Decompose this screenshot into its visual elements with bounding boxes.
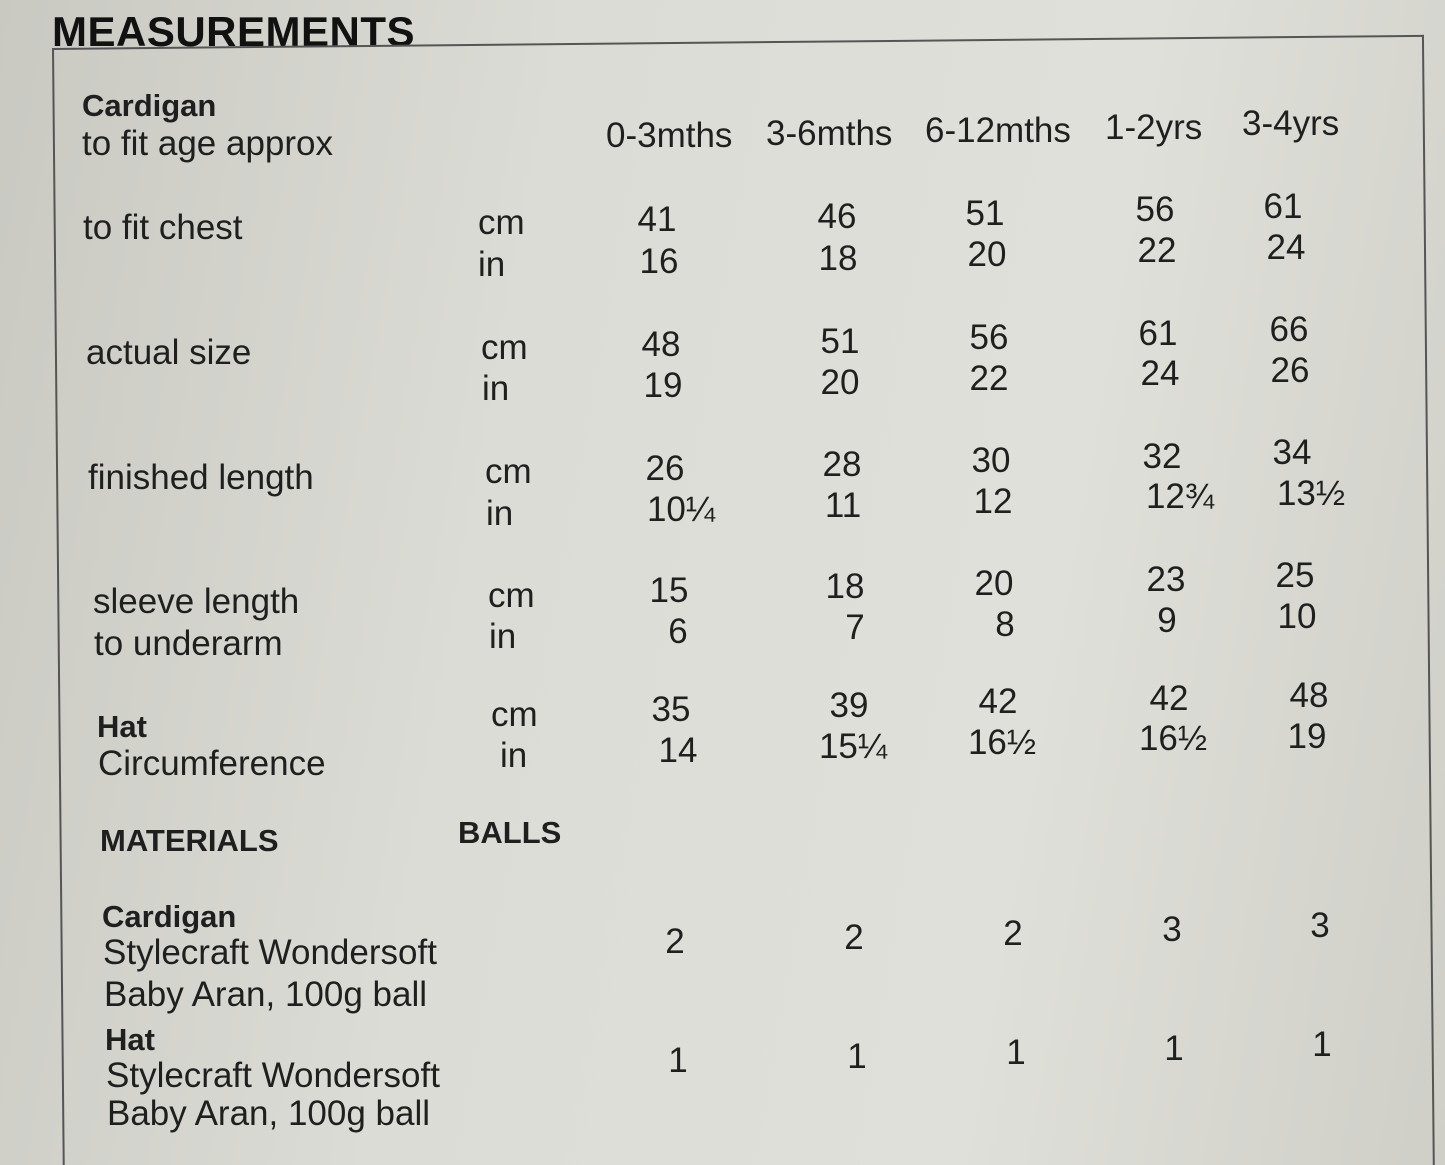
value-cell: 51 [965, 194, 1005, 233]
row-label-sleeve-2: to underarm [94, 624, 283, 663]
value-cell: 30 [971, 441, 1011, 480]
value-cell: 26 [645, 449, 685, 488]
row-label-finished: finished length [88, 458, 314, 497]
hat-title: Hat [97, 709, 147, 744]
value-cell: 23 [1146, 560, 1186, 599]
value-cell: 10 [1277, 597, 1317, 636]
materials-title: MATERIALS [100, 823, 279, 858]
value-cell: 39 [829, 686, 869, 725]
unit-cm: cm [485, 452, 532, 491]
value-cell: 16½ [1138, 719, 1208, 758]
page-heading: MEASUREMENTS [52, 8, 416, 55]
value-cell: 46 [817, 197, 857, 236]
cardigan-title: Cardigan [82, 88, 217, 123]
value-cell: 61 [1138, 314, 1178, 353]
value-cell: 61 [1263, 187, 1303, 226]
row-label-actual: actual size [86, 333, 252, 372]
value-cell: 8 [995, 605, 1015, 644]
unit-cm: cm [481, 328, 528, 367]
value-cell: 48 [641, 325, 681, 364]
value-cell: 24 [1140, 354, 1180, 393]
balls-cell: 2 [1003, 914, 1023, 953]
value-cell: 28 [822, 445, 862, 484]
unit-cm: cm [491, 695, 538, 734]
yarn-name: Stylecraft Wondersoft [106, 1056, 440, 1095]
value-cell: 24 [1266, 228, 1306, 267]
value-cell: 48 [1289, 676, 1329, 715]
value-cell: 18 [818, 239, 858, 278]
size-header: 1-2yrs [1105, 108, 1203, 147]
value-cell: 10¼ [646, 490, 716, 529]
value-cell: 35 [651, 690, 691, 729]
size-header: 6-12mths [925, 111, 1071, 150]
size-header: 3-6mths [766, 114, 893, 153]
value-cell: 11 [824, 486, 862, 525]
unit-in: in [478, 245, 506, 284]
row-label-chest: to fit chest [83, 208, 243, 247]
unit-in: in [489, 617, 517, 656]
value-cell: 9 [1157, 601, 1177, 640]
unit-cm: cm [478, 203, 525, 242]
balls-cell: 3 [1310, 906, 1330, 945]
balls-cell: 3 [1162, 910, 1182, 949]
value-cell: 15¼ [818, 727, 888, 766]
value-cell: 42 [1149, 679, 1189, 718]
balls-cell: 2 [665, 922, 685, 961]
balls-cell: 2 [844, 918, 864, 957]
unit-cm: cm [488, 576, 535, 615]
value-cell: 19 [1287, 717, 1327, 756]
value-cell: 34 [1272, 433, 1312, 472]
value-cell: 18 [825, 567, 865, 606]
size-header: 0-3mths [606, 116, 733, 155]
value-cell: 32 [1142, 437, 1182, 476]
value-cell: 56 [969, 318, 1009, 357]
unit-in: in [500, 736, 528, 775]
materials-hat-title: Hat [105, 1022, 155, 1057]
value-cell: 16 [639, 242, 679, 281]
value-cell: 12¾ [1145, 477, 1215, 516]
balls-cell: 1 [668, 1041, 688, 1080]
value-cell: 20 [820, 363, 860, 402]
row-label-hat: Circumference [98, 744, 326, 783]
value-cell: 19 [643, 366, 683, 405]
value-cell: 20 [967, 235, 1007, 274]
value-cell: 13½ [1276, 474, 1346, 513]
yarn-detail: Baby Aran, 100g ball [104, 975, 428, 1014]
yarn-detail: Baby Aran, 100g ball [107, 1094, 431, 1133]
age-label: to fit age approx [82, 124, 333, 163]
balls-cell: 1 [1164, 1029, 1184, 1068]
value-cell: 7 [845, 608, 865, 647]
value-cell: 42 [978, 682, 1018, 721]
value-cell: 22 [969, 359, 1009, 398]
balls-cell: 1 [1006, 1033, 1026, 1072]
value-cell: 56 [1135, 190, 1175, 229]
value-cell: 41 [637, 200, 677, 239]
value-cell: 20 [974, 564, 1014, 603]
value-cell: 22 [1137, 231, 1177, 270]
value-cell: 66 [1269, 310, 1309, 349]
value-cell: 14 [658, 731, 698, 770]
value-cell: 12 [973, 482, 1013, 521]
unit-in: in [486, 494, 514, 533]
value-cell: 51 [820, 322, 860, 361]
yarn-name: Stylecraft Wondersoft [103, 933, 437, 972]
value-cell: 26 [1270, 351, 1310, 390]
balls-cell: 1 [1312, 1025, 1332, 1064]
value-cell: 15 [649, 571, 689, 610]
value-cell: 16½ [967, 723, 1037, 762]
row-label-sleeve: sleeve length [93, 582, 300, 621]
unit-in: in [482, 369, 510, 408]
materials-cardigan-title: Cardigan [102, 899, 237, 934]
balls-label: BALLS [458, 815, 562, 850]
value-cell: 6 [668, 612, 688, 651]
size-header: 3-4yrs [1242, 104, 1340, 143]
balls-cell: 1 [847, 1037, 867, 1076]
value-cell: 25 [1275, 556, 1315, 595]
